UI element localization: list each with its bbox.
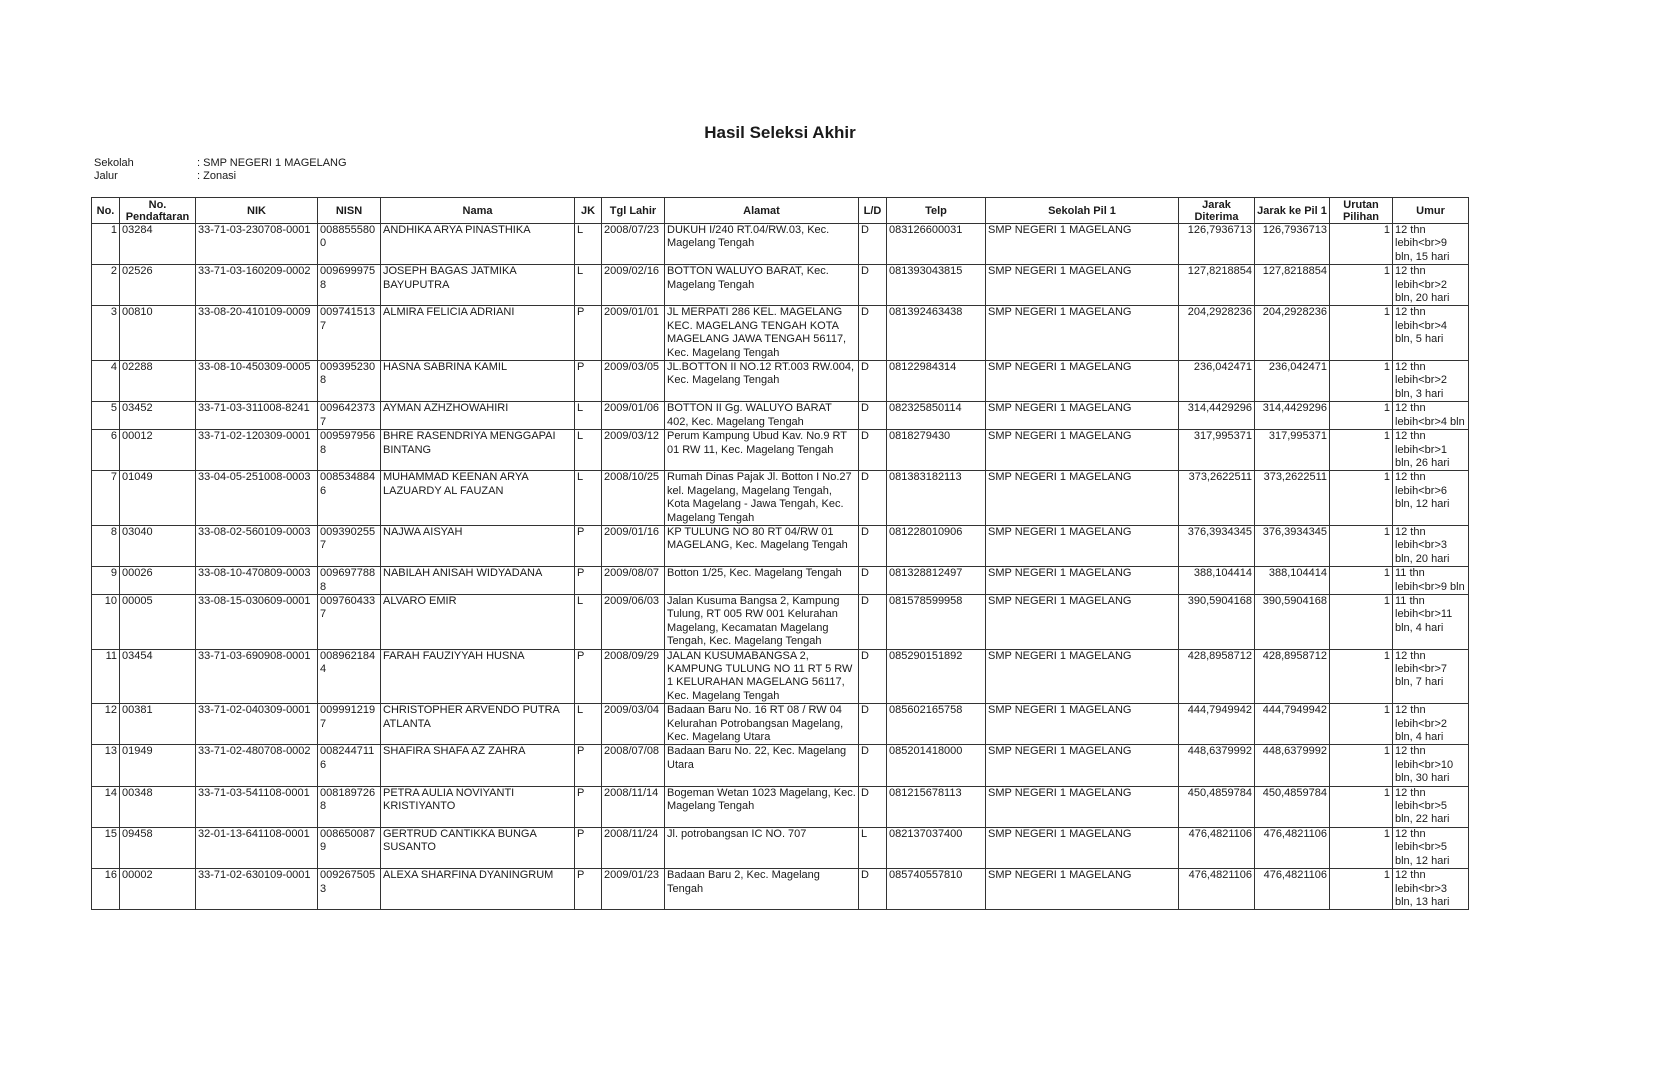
cell-school-choice-1: SMP NEGERI 1 MAGELANG [986,704,1179,745]
cell-distance-to-choice-1: 428,8958712 [1255,649,1330,704]
cell-age: 12 thn lebih<br>1 bln, 26 hari [1393,430,1469,471]
cell-ld: D [859,869,887,910]
cell-nik: 33-08-02-560109-0003 [196,525,318,566]
cell-no: 5 [92,402,120,430]
cell-address: JALAN KUSUMABANGSA 2, KAMPUNG TULUNG NO 11 RT 5 RW 1 KELURAHAN MAGELANG 56117, Kec. Magelang Tengah [665,649,859,704]
cell-address: Badaan Baru 2, Kec. Magelang Tengah [665,869,859,910]
cell-phone: 082137037400 [887,827,986,868]
cell-registration-no: 00012 [120,430,196,471]
column-header-no: No. [92,198,120,224]
cell-accepted-distance: 476,4821106 [1179,827,1255,868]
cell-nik: 33-71-02-480708-0002 [196,745,318,786]
cell-no: 12 [92,704,120,745]
cell-age: 11 thn lebih<br>11 bln, 4 hari [1393,594,1469,649]
cell-registration-no: 09458 [120,827,196,868]
cell-nik: 33-04-05-251008-0003 [196,471,318,526]
table-row [92,224,1469,265]
table-row [92,361,1469,402]
cell-choice-order: 1 [1330,786,1393,827]
table-row [92,525,1469,566]
cell-nisn: 0089621844 [318,649,381,704]
cell-accepted-distance: 126,7936713 [1179,224,1255,265]
cell-nisn: 0088555800 [318,224,381,265]
cell-nik: 33-08-15-030609-0001 [196,594,318,649]
cell-distance-to-choice-1: 236,042471 [1255,361,1330,402]
cell-distance-to-choice-1: 450,4859784 [1255,786,1330,827]
cell-distance-to-choice-1: 476,4821106 [1255,827,1330,868]
cell-age: 12 thn lebih<br>5 bln, 22 hari [1393,786,1469,827]
cell-nik: 33-71-03-311008-8241 [196,402,318,430]
table-row [92,594,1469,649]
cell-ld: D [859,649,887,704]
column-header-gender: JK [575,198,602,224]
cell-age: 12 thn lebih<br>4 bln, 5 hari [1393,306,1469,361]
cell-no: 7 [92,471,120,526]
cell-school-choice-1: SMP NEGERI 1 MAGELANG [986,745,1179,786]
cell-distance-to-choice-1: 476,4821106 [1255,869,1330,910]
cell-choice-order: 1 [1330,745,1393,786]
cell-gender: L [575,704,602,745]
cell-choice-order: 1 [1330,306,1393,361]
cell-nik: 33-71-02-040309-0001 [196,704,318,745]
cell-gender: L [575,224,602,265]
cell-age: 12 thn lebih<br>9 bln, 15 hari [1393,224,1469,265]
cell-choice-order: 1 [1330,361,1393,402]
cell-nik: 33-71-03-690908-0001 [196,649,318,704]
cell-nik: 33-08-10-470809-0003 [196,567,318,595]
cell-gender: P [575,745,602,786]
cell-birth-date: 2008/11/24 [602,827,665,868]
cell-phone: 085290151892 [887,649,986,704]
cell-birth-date: 2009/02/16 [602,265,665,306]
cell-school-choice-1: SMP NEGERI 1 MAGELANG [986,786,1179,827]
cell-birth-date: 2009/06/03 [602,594,665,649]
cell-phone: 082325850114 [887,402,986,430]
cell-nisn: 0099912197 [318,704,381,745]
cell-age: 12 thn lebih<br>6 bln, 12 hari [1393,471,1469,526]
table-row [92,306,1469,361]
cell-age: 12 thn lebih<br>4 bln [1393,402,1469,430]
cell-choice-order: 1 [1330,827,1393,868]
cell-nisn: 0096423737 [318,402,381,430]
table-row [92,567,1469,595]
cell-distance-to-choice-1: 317,995371 [1255,430,1330,471]
cell-gender: P [575,786,602,827]
cell-nisn: 0093952308 [318,361,381,402]
cell-distance-to-choice-1: 204,2928236 [1255,306,1330,361]
cell-birth-date: 2009/01/06 [602,402,665,430]
selection-results-table [91,197,1469,910]
cell-phone: 081383182113 [887,471,986,526]
cell-address: Badaan Baru No. 22, Kec. Magelang Utara [665,745,859,786]
cell-registration-no: 00810 [120,306,196,361]
cell-registration-no: 01049 [120,471,196,526]
cell-birth-date: 2008/10/25 [602,471,665,526]
cell-choice-order: 1 [1330,869,1393,910]
cell-nisn: 0093902557 [318,525,381,566]
cell-distance-to-choice-1: 373,2622511 [1255,471,1330,526]
cell-address: JL.BOTTON II NO.12 RT.003 RW.004, Kec. Magelang Tengah [665,361,859,402]
table-row [92,704,1469,745]
cell-age: 11 thn lebih<br>9 bln [1393,567,1469,595]
cell-no: 4 [92,361,120,402]
cell-no: 15 [92,827,120,868]
cell-accepted-distance: 236,042471 [1179,361,1255,402]
cell-name: ANDHIKA ARYA PINASTHIKA [381,224,575,265]
table-row [92,649,1469,704]
cell-school-choice-1: SMP NEGERI 1 MAGELANG [986,649,1179,704]
cell-name: ALMIRA FELICIA ADRIANI [381,306,575,361]
cell-accepted-distance: 376,3934345 [1179,525,1255,566]
cell-distance-to-choice-1: 314,4429296 [1255,402,1330,430]
cell-registration-no: 03452 [120,402,196,430]
cell-accepted-distance: 204,2928236 [1179,306,1255,361]
cell-phone: 08122984314 [887,361,986,402]
cell-nisn: 0096977888 [318,567,381,595]
cell-choice-order: 1 [1330,594,1393,649]
cell-no: 13 [92,745,120,786]
cell-address: Rumah Dinas Pajak Jl. Botton I No.27 kel. Magelang, Magelang Tengah, Kota Magelang - Jawa Tengah, Kec. Magelang Tengah [665,471,859,526]
cell-registration-no: 00002 [120,869,196,910]
cell-nisn: 0097604337 [318,594,381,649]
cell-nisn: 0092675053 [318,869,381,910]
table-row [92,265,1469,306]
cell-age: 12 thn lebih<br>5 bln, 12 hari [1393,827,1469,868]
cell-nisn: 0086500879 [318,827,381,868]
column-header-age: Umur [1393,198,1469,224]
cell-registration-no: 00381 [120,704,196,745]
cell-nik: 33-71-03-541108-0001 [196,786,318,827]
table-row [92,745,1469,786]
cell-school-choice-1: SMP NEGERI 1 MAGELANG [986,471,1179,526]
cell-accepted-distance: 476,4821106 [1179,869,1255,910]
table-body [92,224,1469,910]
cell-no: 8 [92,525,120,566]
cell-nik: 33-71-03-160209-0002 [196,265,318,306]
cell-no: 14 [92,786,120,827]
cell-ld: D [859,402,887,430]
cell-nik: 33-08-10-450309-0005 [196,361,318,402]
cell-phone: 081578599958 [887,594,986,649]
column-header-distance-to-choice-1: Jarak ke Pil 1 [1255,198,1330,224]
cell-no: 3 [92,306,120,361]
cell-ld: D [859,306,887,361]
cell-school-choice-1: SMP NEGERI 1 MAGELANG [986,361,1179,402]
cell-nik: 33-08-20-410109-0009 [196,306,318,361]
table-header-row [92,198,1469,224]
cell-name: BHRE RASENDRIYA MENGGAPAI BINTANG [381,430,575,471]
cell-no: 2 [92,265,120,306]
cell-name: MUHAMMAD KEENAN ARYA LAZUARDY AL FAUZAN [381,471,575,526]
cell-phone: 081392463438 [887,306,986,361]
cell-name: HASNA SABRINA KAMIL [381,361,575,402]
column-header-accepted-distance: Jarak Diterima [1179,198,1255,224]
cell-phone: 0818279430 [887,430,986,471]
column-header-nisn: NISN [318,198,381,224]
cell-name: NAJWA AISYAH [381,525,575,566]
cell-no: 10 [92,594,120,649]
cell-ld: D [859,265,887,306]
cell-age: 12 thn lebih<br>2 bln, 4 hari [1393,704,1469,745]
cell-accepted-distance: 390,5904168 [1179,594,1255,649]
cell-age: 12 thn lebih<br>2 bln, 20 hari [1393,265,1469,306]
cell-gender: L [575,430,602,471]
cell-birth-date: 2009/01/23 [602,869,665,910]
cell-distance-to-choice-1: 390,5904168 [1255,594,1330,649]
cell-address: Botton 1/25, Kec. Magelang Tengah [665,567,859,595]
table-row [92,869,1469,910]
cell-accepted-distance: 428,8958712 [1179,649,1255,704]
cell-school-choice-1: SMP NEGERI 1 MAGELANG [986,402,1179,430]
cell-address: JL MERPATI 286 KEL. MAGELANG KEC. MAGELANG TENGAH KOTA MAGELANG JAWA TENGAH 56117, Kec. Magelang Tengah [665,306,859,361]
cell-birth-date: 2008/09/29 [602,649,665,704]
cell-age: 12 thn lebih<br>7 bln, 7 hari [1393,649,1469,704]
cell-school-choice-1: SMP NEGERI 1 MAGELANG [986,869,1179,910]
cell-no: 9 [92,567,120,595]
cell-gender: P [575,649,602,704]
cell-ld: D [859,745,887,786]
column-header-nik: NIK [196,198,318,224]
cell-address: Jl. potrobangsan IC NO. 707 [665,827,859,868]
cell-registration-no: 02288 [120,361,196,402]
route-label: Jalur [94,170,118,182]
table-row [92,827,1469,868]
column-header-registration-no: No. Pendaftaran [120,198,196,224]
cell-birth-date: 2009/03/04 [602,704,665,745]
cell-age: 12 thn lebih<br>3 bln, 20 hari [1393,525,1469,566]
route-value: : Zonasi [197,170,237,182]
cell-address: BOTTON WALUYO BARAT, Kec. Magelang Tengah [665,265,859,306]
cell-school-choice-1: SMP NEGERI 1 MAGELANG [986,224,1179,265]
cell-ld: L [859,827,887,868]
cell-ld: D [859,567,887,595]
cell-ld: D [859,525,887,566]
cell-phone: 083126600031 [887,224,986,265]
column-header-address: Alamat [665,198,859,224]
table-row [92,402,1469,430]
cell-accepted-distance: 314,4429296 [1179,402,1255,430]
column-header-school-choice-1: Sekolah Pil 1 [986,198,1179,224]
cell-no: 16 [92,869,120,910]
cell-school-choice-1: SMP NEGERI 1 MAGELANG [986,430,1179,471]
cell-distance-to-choice-1: 126,7936713 [1255,224,1330,265]
cell-nisn: 0081897268 [318,786,381,827]
school-label: Sekolah [94,157,134,169]
cell-gender: P [575,567,602,595]
cell-registration-no: 03040 [120,525,196,566]
column-header-choice-order: Urutan Pilihan [1330,198,1393,224]
cell-registration-no: 00348 [120,786,196,827]
cell-phone: 081328812497 [887,567,986,595]
cell-no: 6 [92,430,120,471]
cell-no: 1 [92,224,120,265]
cell-age: 12 thn lebih<br>2 bln, 3 hari [1393,361,1469,402]
cell-registration-no: 00005 [120,594,196,649]
cell-distance-to-choice-1: 127,8218854 [1255,265,1330,306]
cell-school-choice-1: SMP NEGERI 1 MAGELANG [986,567,1179,595]
cell-ld: D [859,471,887,526]
cell-name: AYMAN AZHZHOWAHIRI [381,402,575,430]
cell-nik: 33-71-02-630109-0001 [196,869,318,910]
cell-birth-date: 2009/08/07 [602,567,665,595]
table-row [92,430,1469,471]
cell-birth-date: 2008/07/23 [602,224,665,265]
cell-school-choice-1: SMP NEGERI 1 MAGELANG [986,827,1179,868]
cell-age: 12 thn lebih<br>10 bln, 30 hari [1393,745,1469,786]
cell-name: NABILAH ANISAH WIDYADANA [381,567,575,595]
cell-no: 11 [92,649,120,704]
cell-nik: 33-71-03-230708-0001 [196,224,318,265]
cell-gender: L [575,471,602,526]
cell-birth-date: 2009/03/12 [602,430,665,471]
cell-registration-no: 01949 [120,745,196,786]
cell-distance-to-choice-1: 448,6379992 [1255,745,1330,786]
cell-ld: D [859,594,887,649]
cell-accepted-distance: 127,8218854 [1179,265,1255,306]
table-row [92,786,1469,827]
cell-gender: P [575,361,602,402]
cell-distance-to-choice-1: 388,104414 [1255,567,1330,595]
cell-school-choice-1: SMP NEGERI 1 MAGELANG [986,594,1179,649]
cell-school-choice-1: SMP NEGERI 1 MAGELANG [986,265,1179,306]
cell-registration-no: 03454 [120,649,196,704]
cell-ld: D [859,786,887,827]
cell-name: PETRA AULIA NOVIYANTI KRISTIYANTO [381,786,575,827]
cell-choice-order: 1 [1330,224,1393,265]
cell-name: CHRISTOPHER ARVENDO PUTRA ATLANTA [381,704,575,745]
cell-nisn: 0085348846 [318,471,381,526]
cell-accepted-distance: 448,6379992 [1179,745,1255,786]
cell-address: Jalan Kusuma Bangsa 2, Kampung Tulung, RT 005 RW 001 Kelurahan Magelang, Kecamatan Magelang Tengah, Kec. Magelang Tengah [665,594,859,649]
cell-choice-order: 1 [1330,567,1393,595]
cell-address: KP TULUNG NO 80 RT 04/RW 01 MAGELANG, Kec. Magelang Tengah [665,525,859,566]
cell-nik: 33-71-02-120309-0001 [196,430,318,471]
cell-choice-order: 1 [1330,525,1393,566]
column-header-birth-date: Tgl Lahir [602,198,665,224]
column-header-phone: Telp [887,198,986,224]
cell-choice-order: 1 [1330,704,1393,745]
cell-distance-to-choice-1: 444,7949942 [1255,704,1330,745]
cell-birth-date: 2008/07/08 [602,745,665,786]
cell-choice-order: 1 [1330,649,1393,704]
cell-school-choice-1: SMP NEGERI 1 MAGELANG [986,306,1179,361]
cell-gender: L [575,402,602,430]
cell-name: SHAFIRA SHAFA AZ ZAHRA [381,745,575,786]
cell-phone: 081215678113 [887,786,986,827]
cell-address: Bogeman Wetan 1023 Magelang, Kec. Magelang Tengah [665,786,859,827]
cell-nisn: 0095979568 [318,430,381,471]
cell-address: Badaan Baru No. 16 RT 08 / RW 04 Kelurahan Potrobangsan Magelang, Kec. Magelang Utara [665,704,859,745]
cell-phone: 081393043815 [887,265,986,306]
cell-choice-order: 1 [1330,402,1393,430]
school-info [94,157,347,170]
route-info [94,170,236,183]
cell-ld: D [859,224,887,265]
cell-phone: 085602165758 [887,704,986,745]
cell-school-choice-1: SMP NEGERI 1 MAGELANG [986,525,1179,566]
cell-choice-order: 1 [1330,265,1393,306]
cell-birth-date: 2009/01/01 [602,306,665,361]
cell-registration-no: 02526 [120,265,196,306]
column-header-ld: L/D [859,198,887,224]
cell-distance-to-choice-1: 376,3934345 [1255,525,1330,566]
cell-ld: D [859,704,887,745]
cell-accepted-distance: 373,2622511 [1179,471,1255,526]
cell-phone: 081228010906 [887,525,986,566]
cell-gender: P [575,827,602,868]
cell-age: 12 thn lebih<br>3 bln, 13 hari [1393,869,1469,910]
cell-name: FARAH FAUZIYYAH HUSNA [381,649,575,704]
cell-address: BOTTON II Gg. WALUYO BARAT 402, Kec. Magelang Tengah [665,402,859,430]
cell-gender: P [575,525,602,566]
cell-nisn: 0082447116 [318,745,381,786]
cell-gender: P [575,869,602,910]
cell-gender: L [575,594,602,649]
cell-name: ALEXA SHARFINA DYANINGRUM [381,869,575,910]
cell-name: ALVARO EMIR [381,594,575,649]
cell-nisn: 0096999758 [318,265,381,306]
cell-phone: 085201418000 [887,745,986,786]
cell-ld: D [859,361,887,402]
cell-accepted-distance: 444,7949942 [1179,704,1255,745]
cell-phone: 085740557810 [887,869,986,910]
cell-nik: 32-01-13-641108-0001 [196,827,318,868]
cell-registration-no: 03284 [120,224,196,265]
school-value: : SMP NEGERI 1 MAGELANG [197,157,347,169]
cell-choice-order: 1 [1330,471,1393,526]
cell-accepted-distance: 450,4859784 [1179,786,1255,827]
cell-address: DUKUH I/240 RT.04/RW.03, Kec. Magelang Tengah [665,224,859,265]
page-title: Hasil Seleksi Akhir [704,123,856,142]
cell-accepted-distance: 388,104414 [1179,567,1255,595]
cell-ld: D [859,430,887,471]
cell-gender: L [575,265,602,306]
cell-birth-date: 2009/01/16 [602,525,665,566]
cell-address: Perum Kampung Ubud Kav. No.9 RT 01 RW 11, Kec. Magelang Tengah [665,430,859,471]
cell-choice-order: 1 [1330,430,1393,471]
cell-registration-no: 00026 [120,567,196,595]
column-header-name: Nama [381,198,575,224]
cell-birth-date: 2008/11/14 [602,786,665,827]
cell-nisn: 0097415137 [318,306,381,361]
cell-birth-date: 2009/03/05 [602,361,665,402]
cell-accepted-distance: 317,995371 [1179,430,1255,471]
cell-gender: P [575,306,602,361]
cell-name: JOSEPH BAGAS JATMIKA BAYUPUTRA [381,265,575,306]
table-row [92,471,1469,526]
cell-name: GERTRUD CANTIKKA BUNGA SUSANTO [381,827,575,868]
